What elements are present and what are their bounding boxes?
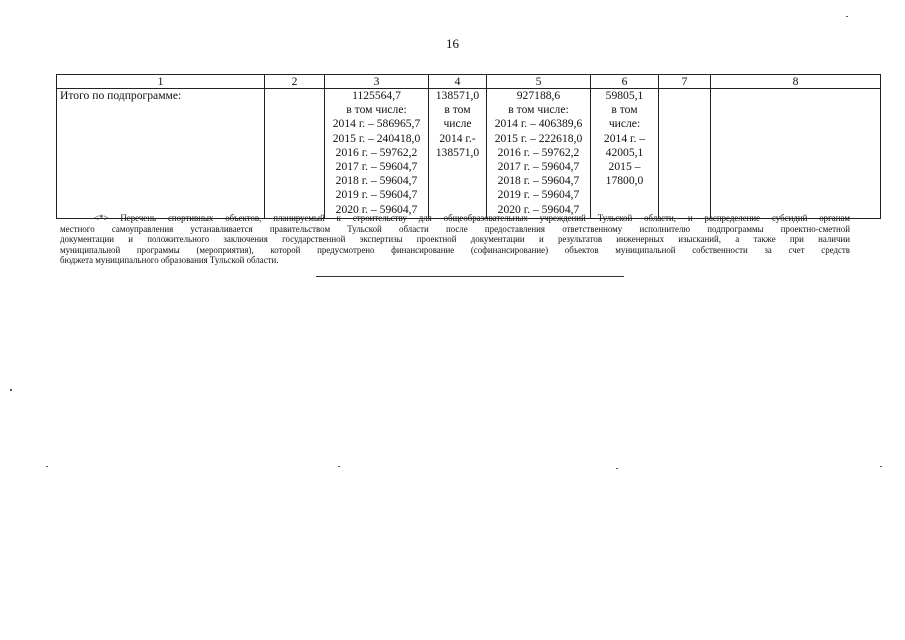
cell-line: 2018 г. – 59604,7 xyxy=(497,174,580,188)
cell-line: числе: xyxy=(608,117,641,131)
column-header: 3 xyxy=(325,75,429,89)
cell-line: числе xyxy=(443,117,472,131)
column-header: 1 xyxy=(57,75,265,89)
cell-line: 2015 г. – 240418,0 xyxy=(332,131,421,145)
cell-line: 2015 – xyxy=(608,160,641,174)
cell-line: 1125564,7 xyxy=(352,89,401,102)
cell-line: 2014 г. – 406389,6 xyxy=(494,117,583,131)
cell-line: 2014 г.- xyxy=(439,131,476,145)
column-header: 2 xyxy=(265,75,325,89)
cell-line: 42005,1 xyxy=(605,145,644,159)
cell-line: в том xyxy=(611,103,638,117)
cell-line: 2020 г. – 59604,7 xyxy=(497,202,580,216)
scan-speck xyxy=(846,16,848,17)
column-header: 6 xyxy=(591,75,659,89)
column-header: 5 xyxy=(487,75,591,89)
cell-line: 2017 г. – 59604,7 xyxy=(497,160,580,174)
separator-line xyxy=(316,276,624,277)
footnote-line: документации и положительного заключения государственной экспертизы проектной документации и результатов инженерных изысканий, а также при наличии xyxy=(60,234,850,245)
cell-line: 2018 г. – 59604,7 xyxy=(335,174,418,188)
footnote-line: муниципальной программы (мероприятия), которой предусмотрено финансирование (софинансирование) объектов муниципальной собственности за счет средств xyxy=(60,244,850,255)
page-number: 16 xyxy=(446,36,459,51)
column-number-row xyxy=(57,75,881,89)
cell-line: 2019 г. – 59604,7 xyxy=(497,188,580,202)
column-header: 4 xyxy=(429,75,487,89)
scan-speck xyxy=(338,466,340,467)
cell-line: 2020 г. – 59604,7 xyxy=(335,202,418,216)
scan-speck xyxy=(880,466,882,467)
cell-line: 927188,6 xyxy=(516,89,561,102)
cell-line: 2015 г. – 222618,0 xyxy=(494,131,583,145)
footnote-line: местного самоуправления устанавливается правительством Тульской области после предоставления ответственному исполнителю подпрограммы проектно-сметной xyxy=(60,223,850,234)
scan-speck xyxy=(616,468,618,469)
cell-line: 2017 г. – 59604,7 xyxy=(335,160,418,174)
cell-line: 59805,1 xyxy=(605,89,644,102)
cell-line: 17800,0 xyxy=(605,174,644,188)
col4-cell xyxy=(429,89,487,219)
col2-cell xyxy=(265,89,325,219)
col3-cell xyxy=(325,89,429,219)
col7-cell xyxy=(659,89,711,219)
column-header: 7 xyxy=(659,75,711,89)
cell-line: в том xyxy=(444,103,471,117)
subprogram-total-table xyxy=(56,74,881,219)
cell-line: 138571,0 xyxy=(435,89,480,102)
cell-line: 2014 г. – xyxy=(603,131,646,145)
footnote-line: <*> Перечень спортивных объектов, планируемый к строительству для общеобразовательных учреждений Тульской области, и распределение субсидий органам xyxy=(94,213,850,223)
cell-line: 138571,0 xyxy=(435,145,480,159)
cell-line: в том числе: xyxy=(508,103,569,117)
cell-line: 2016 г. – 59762,2 xyxy=(497,145,580,159)
col6-cell xyxy=(591,89,659,219)
col8-cell xyxy=(711,89,881,219)
col5-cell xyxy=(487,89,591,219)
column-header: 8 xyxy=(711,75,881,89)
row-label: Итого по подпрограмме: xyxy=(57,89,265,219)
scan-speck xyxy=(10,389,12,391)
footnote-line: бюджета муниципального образования Тульской области. xyxy=(60,255,279,266)
cell-line: 2016 г. – 59762,2 xyxy=(335,145,418,159)
cell-line: 2014 г. – 586965,7 xyxy=(332,117,421,131)
cell-line: в том числе: xyxy=(346,103,407,117)
footnote xyxy=(60,213,850,266)
cell-line: 2019 г. – 59604,7 xyxy=(335,188,418,202)
table-row xyxy=(57,89,881,219)
scan-speck xyxy=(46,466,48,467)
